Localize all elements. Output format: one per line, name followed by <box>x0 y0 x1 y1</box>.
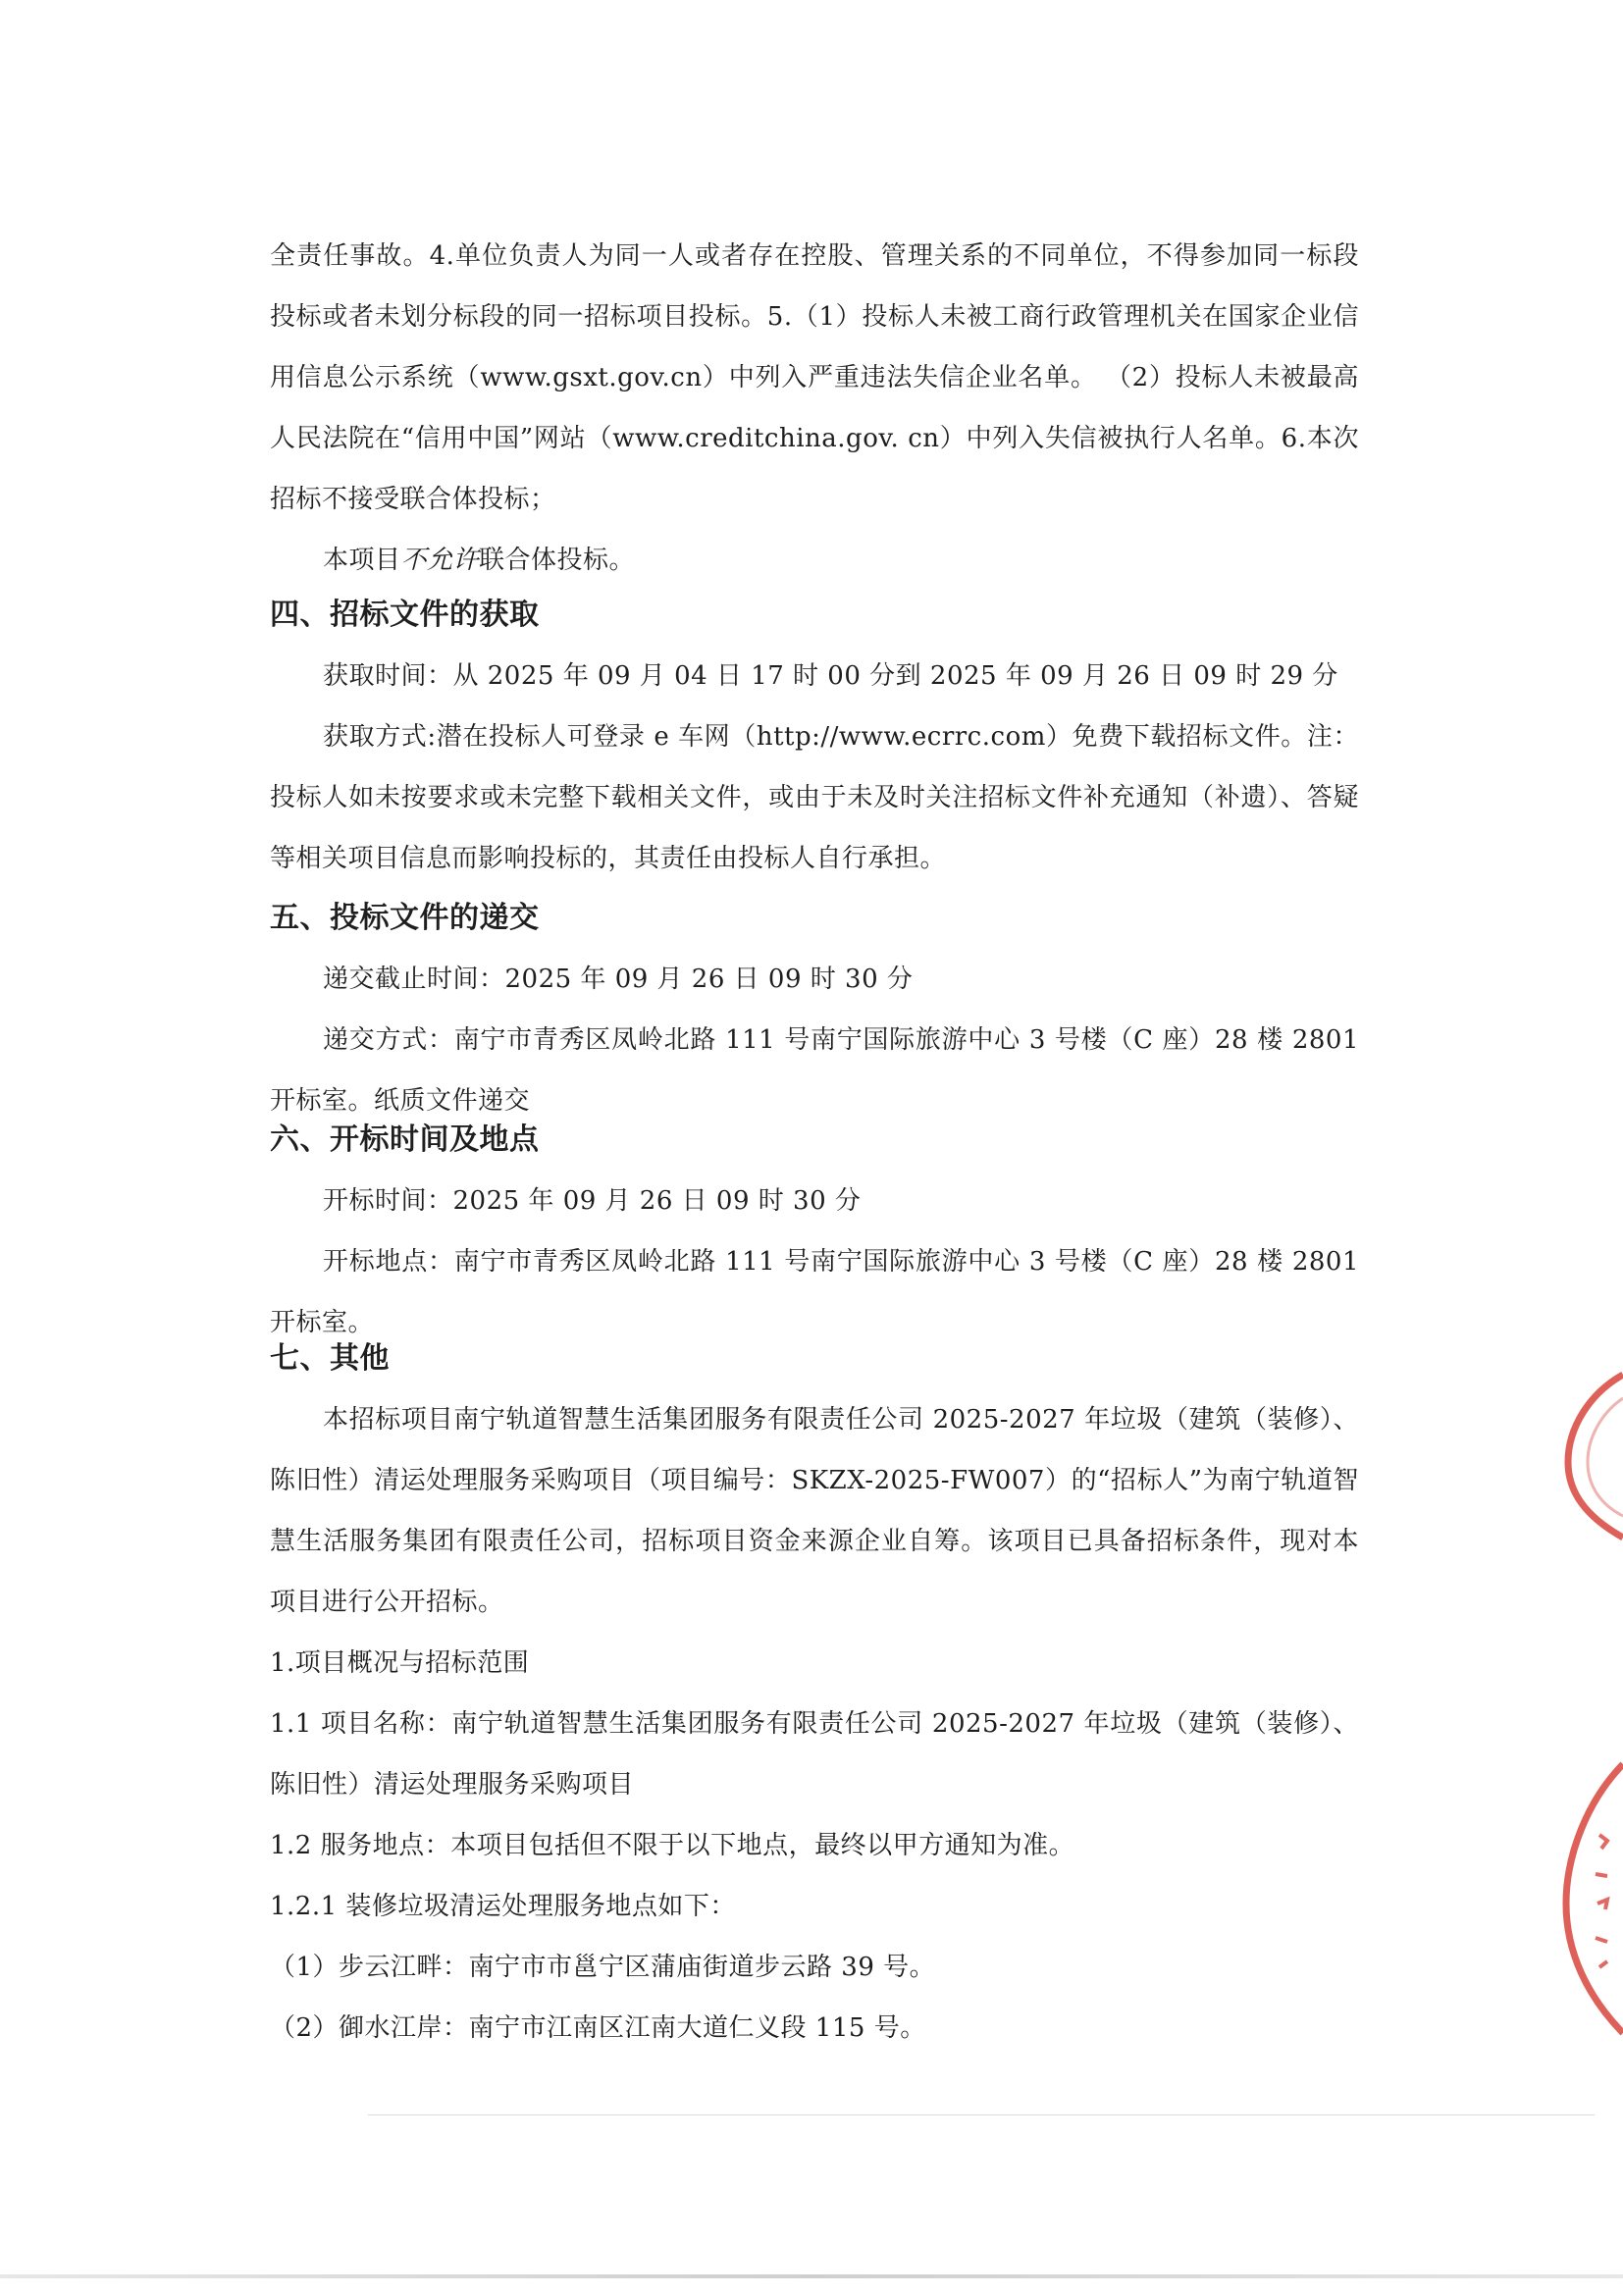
consortium-suffix: 联合体投标。 <box>479 546 636 575</box>
scan-edge <box>0 2274 1623 2278</box>
project-intro: 本招标项目南宁轨道智慧生活集团服务有限责任公司 2025-2027 年垃圾（建筑（装修）、陈旧性）清运处理服务采购项目（项目编号：SKZX-2025-FW007）的“招标人”为南宁轨道智慧生活服务集团有限责任公司，招标项目资金来源企业自筹。该项目已具备招标条件，现对本项目进行公开招标。 <box>270 1405 1359 1617</box>
location-1: （1）步云江畔：南宁市市邕宁区蒲庙街道步云路 39 号。 <box>270 1953 936 1982</box>
opening-place: 开标地点：南宁市青秀区凤岭北路 111 号南宁国际旅游中心 3 号楼（C 座）28 楼 2801 开标室。 <box>270 1247 1359 1337</box>
consortium-prefix: 本项目 <box>323 546 401 575</box>
eligibility-paragraph: 全责任事故。4.单位负责人为同一人或者存在控股、管理关系的不同单位，不得参加同一标段投标或者未划分标段的同一招标项目投标。5.（1）投标人未被工商行政管理机关在国家企业信用信息公示系统（www.gsxt.gov.cn）中列入严重违法失信企业名单。 （2）投标人未被最高人民法院在“信用中国”网站（www.creditchina.gov. cn）中列入失信被执行人名单。6.本次招标不接受联合体投标； <box>270 241 1359 514</box>
obtain-method: 获取方式:潜在投标人可登录 e 车网（http://www.ecrrc.com）免费下载招标文件。注：投标人如未按要求或未完整下载相关文件，或由于未及时关注招标文件补充通知（补遗）、答疑等相关项目信息而影响投标的，其责任由投标人自行承担。 <box>270 722 1359 873</box>
section-7-heading: 七、其他 <box>270 1341 390 1376</box>
section-7 <box>270 1329 1359 2059</box>
section-6 <box>270 1110 1359 1353</box>
item-1-1: 1.1 项目名称：南宁轨道智慧生活集团服务有限责任公司 2025-2027 年垃圾（建筑（装修）、陈旧性）清运处理服务采购项目 <box>270 1709 1359 1800</box>
section-5-heading: 五、投标文件的递交 <box>270 901 540 935</box>
consortium-not-allowed: 不允许 <box>400 546 480 575</box>
intro-block <box>270 226 1359 591</box>
section-4-heading: 四、招标文件的获取 <box>270 598 540 632</box>
red-seal-fragment-top <box>1560 1369 1623 1545</box>
section-6-heading: 六、开标时间及地点 <box>270 1122 540 1157</box>
item-1-2: 1.2 服务地点：本项目包括但不限于以下地点，最终以甲方通知为准。 <box>270 1831 1075 1860</box>
submission-method: 递交方式：南宁市青秀区凤岭北路 111 号南宁国际旅游中心 3 号楼（C 座）28 楼 2801 开标室。纸质文件递交 <box>270 1025 1359 1116</box>
item-1-2-1: 1.2.1 装修垃圾清运处理服务地点如下： <box>270 1892 736 1921</box>
obtain-time: 获取时间：从 2025 年 09 月 04 日 17 时 00 分到 2025 年 09 月 26 日 09 时 29 分 <box>323 661 1338 691</box>
consortium-paragraph <box>270 530 1359 591</box>
section-5 <box>270 888 1359 1131</box>
submission-deadline: 递交截止时间：2025 年 09 月 26 日 09 时 30 分 <box>323 965 914 994</box>
section-4 <box>270 585 1359 889</box>
footer-rule <box>368 2114 1595 2115</box>
item-1: 1.项目概况与招标范围 <box>270 1648 530 1678</box>
location-2: （2）御水江岸：南宁市江南区江南大道仁义段 115 号。 <box>270 2013 926 2043</box>
red-seal-fragment-bottom <box>1560 1756 1623 2041</box>
opening-time: 开标时间：2025 年 09 月 26 日 09 时 30 分 <box>323 1186 862 1216</box>
